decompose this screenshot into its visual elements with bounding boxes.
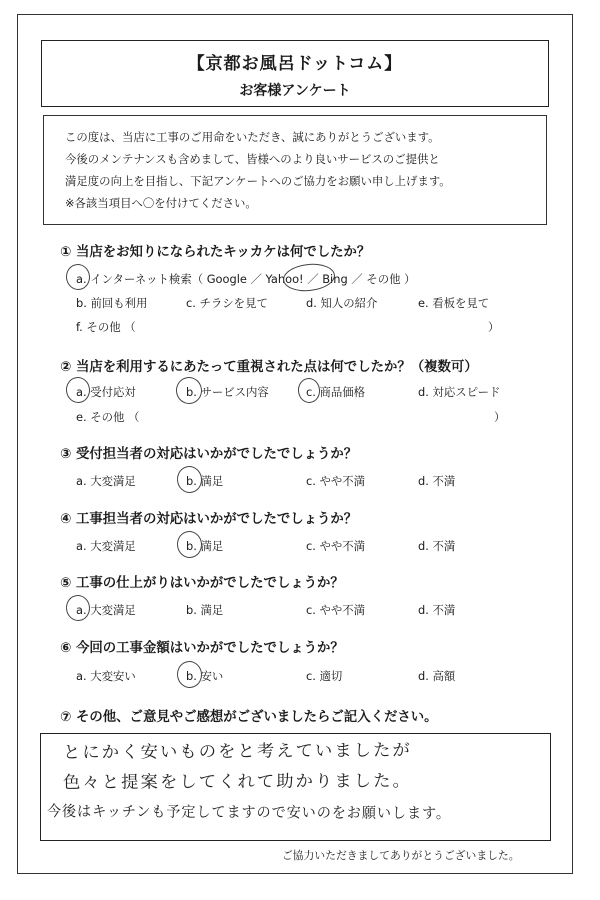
question-7: ⑦ その他、ご意見やご感想がございましたらご記入ください。 <box>60 710 438 725</box>
question-2: ② 当店を利用するにあたって重視された点は何でしたか？（複数可） <box>60 360 478 375</box>
q6-option-a[interactable]: a. 大変安い <box>76 669 136 683</box>
q2-option-e[interactable]: e. その他 （ <box>76 410 140 424</box>
survey-title: 【京都お風呂ドットコム】 <box>187 54 403 74</box>
intro-line-3: 満足度の向上を目指し、下記アンケートへのご協力をお願い申し上げます。 <box>65 174 451 188</box>
q6-option-c[interactable]: c. 適切 <box>306 669 343 683</box>
q2-option-d[interactable]: d. 対応スピード <box>418 385 501 399</box>
q5-option-a[interactable]: a. 大変満足 <box>76 603 136 617</box>
q1-option-f[interactable]: f. その他 （ <box>76 320 136 334</box>
question-5: ⑤ 工事の仕上がりはいかがでしたでしょうか？ <box>60 576 344 591</box>
q2-option-c[interactable]: c. 商品価格 <box>306 385 366 399</box>
q4-option-b[interactable]: b. 満足 <box>186 539 224 553</box>
q1-option-f-close: ） <box>488 320 500 334</box>
q3-option-c[interactable]: c. やや不満 <box>306 474 366 488</box>
q5-option-c[interactable]: c. やや不満 <box>306 603 366 617</box>
q1-option-e[interactable]: e. 看板を見て <box>418 296 490 310</box>
q1-option-b[interactable]: b. 前回も利用 <box>76 296 148 310</box>
q2-option-e-close: ） <box>494 410 506 424</box>
q4-option-a[interactable]: a. 大変満足 <box>76 539 136 553</box>
q6-option-d[interactable]: d. 高額 <box>418 669 456 683</box>
q4-option-d[interactable]: d. 不満 <box>418 539 456 553</box>
intro-line-4: ※各該当項目へ〇を付けてください。 <box>65 196 257 210</box>
q3-option-a[interactable]: a. 大変満足 <box>76 474 136 488</box>
q1-option-a[interactable]: a. インターネット検索（ Google ／ Yahoo! ／ Bing ／ その他 ） <box>76 272 416 286</box>
q1-option-d[interactable]: d. 知人の紹介 <box>306 296 378 310</box>
thank-you-note: ご協力いただきましてありがとうございました。 <box>282 849 520 862</box>
handwritten-line-3: 今後はキッチンも予定してますので安いのをお願いします。 <box>46 802 452 823</box>
q1-option-c[interactable]: c. チラシを見て <box>186 296 268 310</box>
q3-option-b[interactable]: b. 満足 <box>186 474 224 488</box>
question-3: ③ 受付担当者の対応はいかがでしたでしょうか？ <box>60 447 358 462</box>
question-6: ⑥ 今回の工事金額はいかがでしたでしょうか？ <box>60 641 344 656</box>
q2-option-a[interactable]: a. 受付応対 <box>76 385 136 399</box>
q3-option-d[interactable]: d. 不満 <box>418 474 456 488</box>
handwritten-line-2: 色々と提案をしてくれて助かりました。 <box>62 771 412 793</box>
question-4: ④ 工事担当者の対応はいかがでしたでしょうか？ <box>60 512 358 527</box>
intro-line-2: 今後のメンテナンスも含めまして、皆様へのより良いサービスのご提供と <box>65 152 440 166</box>
survey-subtitle: お客様アンケート <box>239 83 351 99</box>
q4-option-c[interactable]: c. やや不満 <box>306 539 366 553</box>
handwritten-line-1: とにかく安いものをと考えていましたが <box>62 740 412 763</box>
question-1: ① 当店をお知りになられたキッカケは何でしたか？ <box>60 245 371 260</box>
q6-option-b[interactable]: b. 安い <box>186 669 224 683</box>
intro-box <box>43 115 547 225</box>
q5-option-b[interactable]: b. 満足 <box>186 603 224 617</box>
intro-line-1: この度は、当店に工事のご用命をいただき、誠にありがとうございます。 <box>65 130 440 144</box>
title-box <box>41 40 549 107</box>
q5-option-d[interactable]: d. 不満 <box>418 603 456 617</box>
q2-option-b[interactable]: b. サービス内容 <box>186 385 269 399</box>
comment-box[interactable] <box>40 733 551 841</box>
